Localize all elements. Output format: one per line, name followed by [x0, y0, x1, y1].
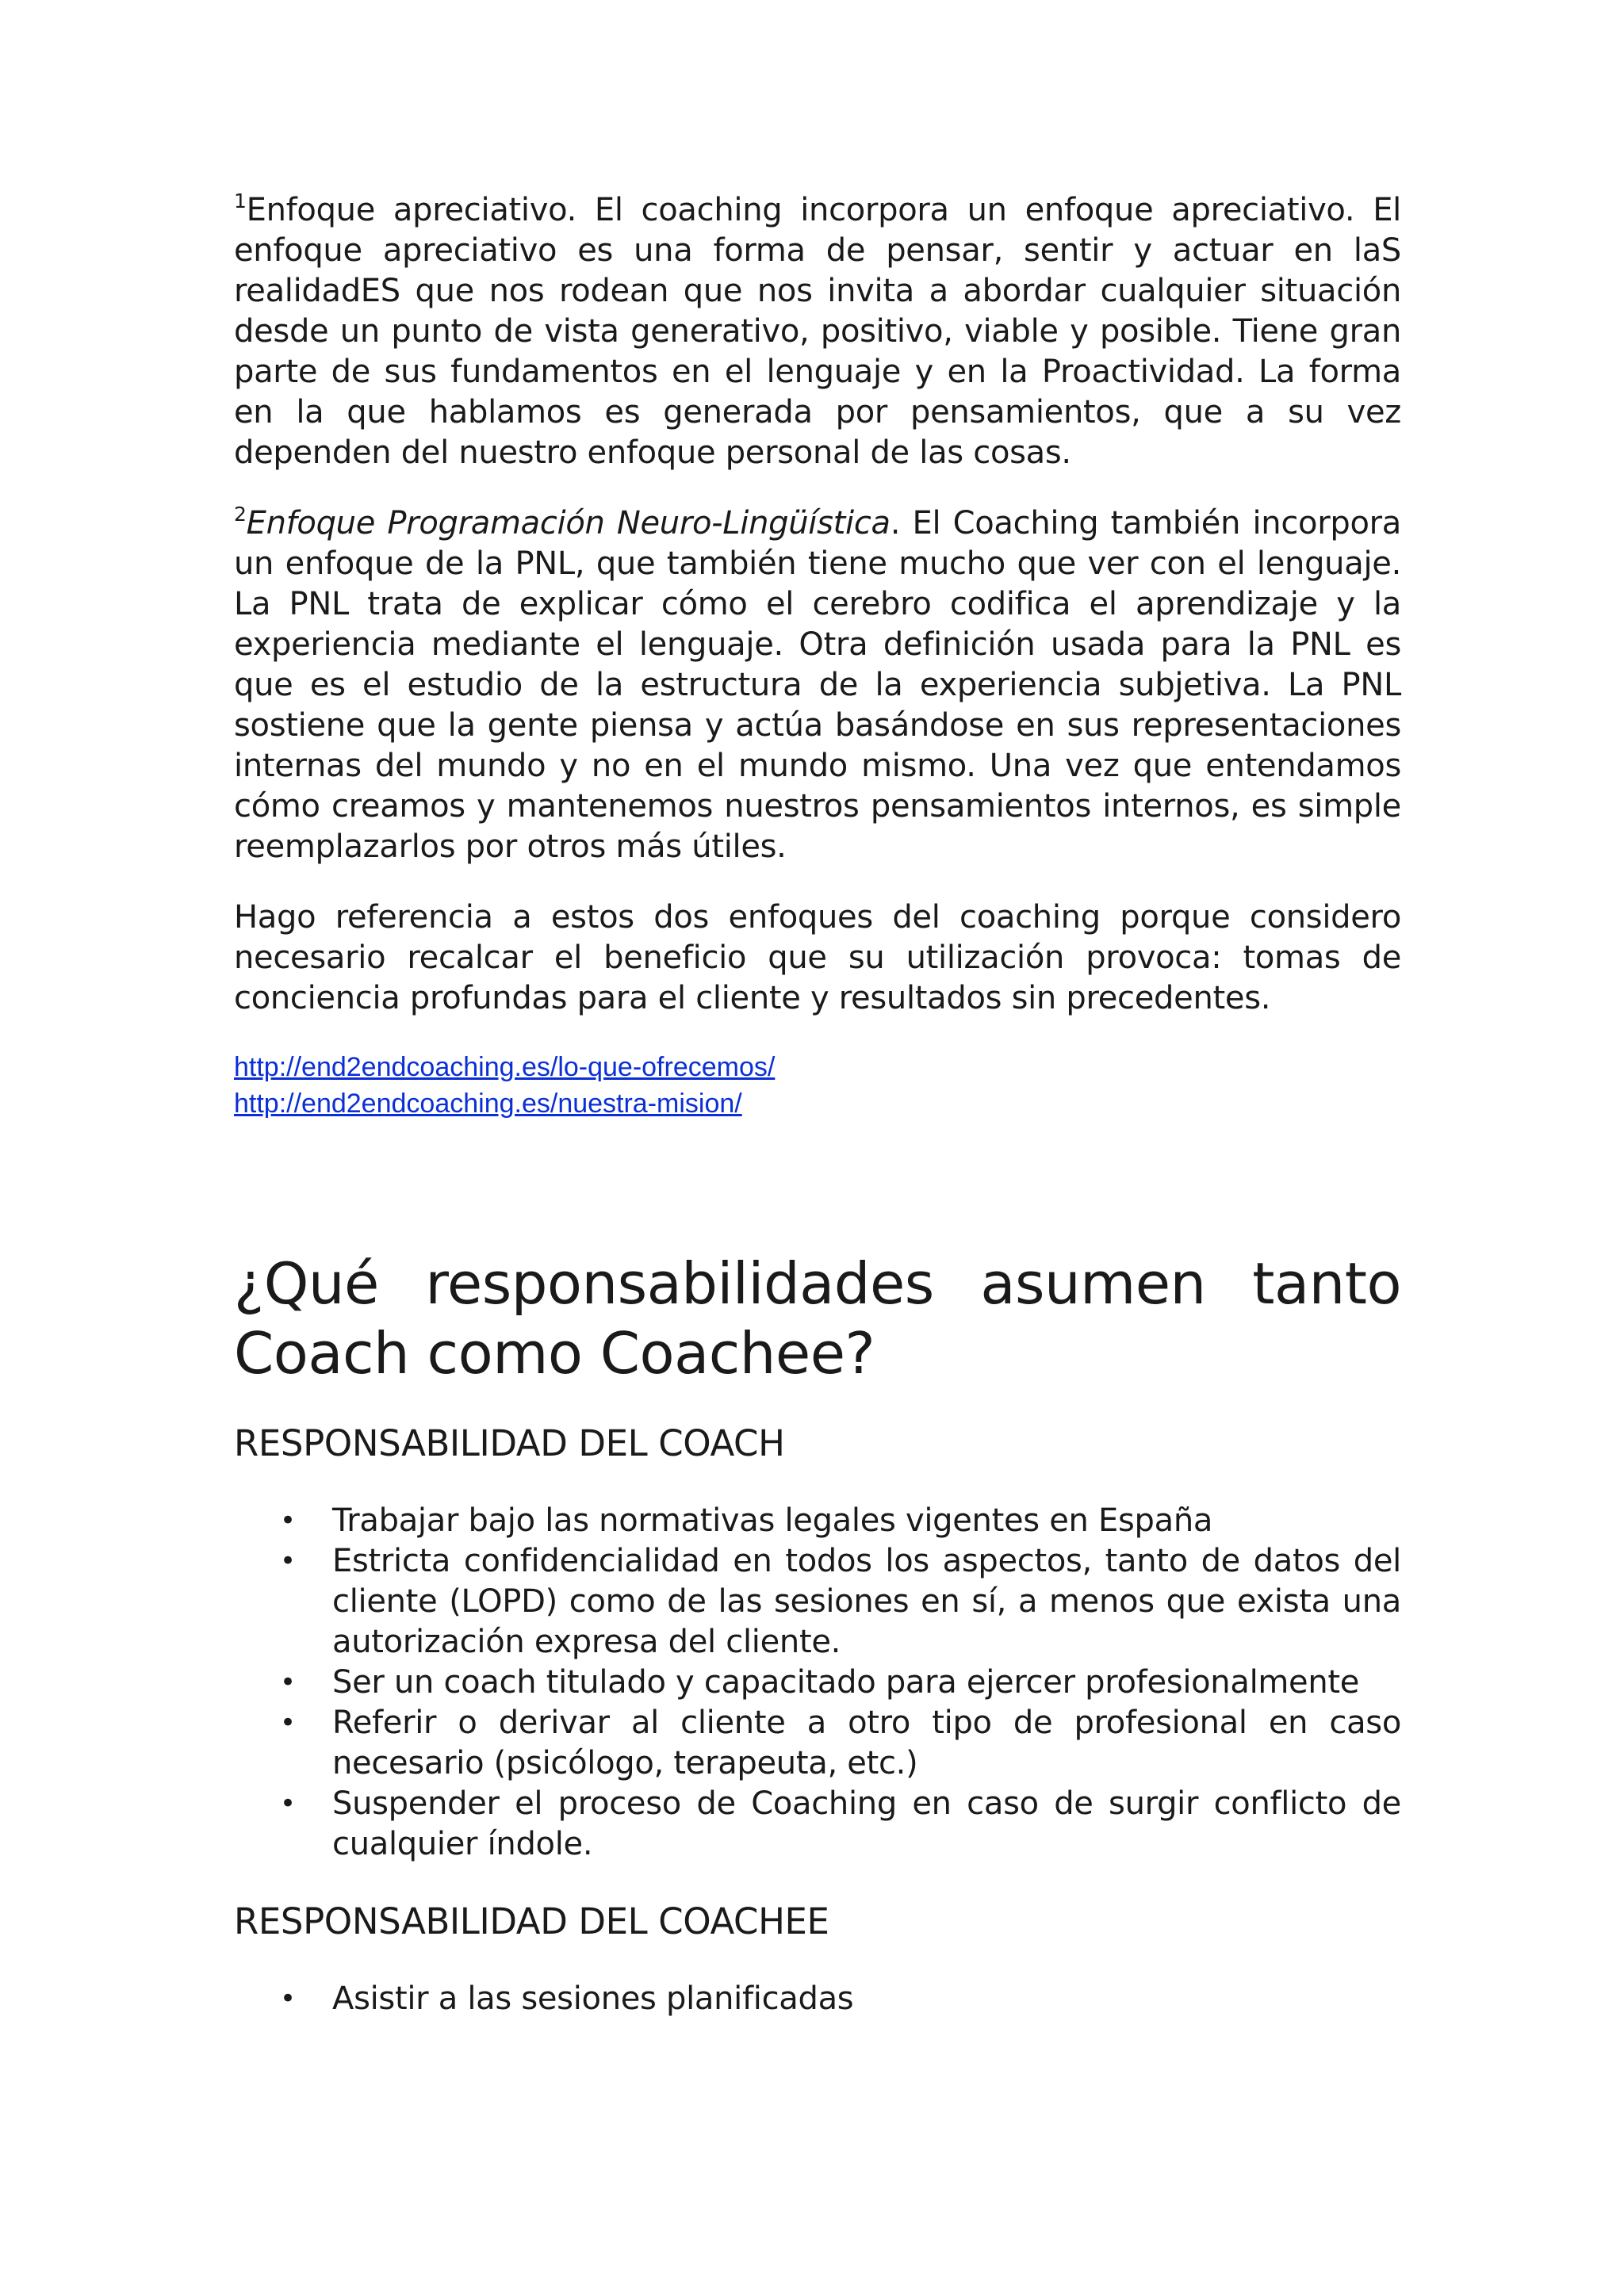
- list-item: • Referir o derivar al cliente a otro tipo de profesional en caso necesario (psicólogo, terapeuta, etc.): [332, 1703, 1401, 1784]
- paragraph-text: Enfoque apreciativo. El coaching incorpora un enfoque apreciativo. El enfoque apreciativo es una forma de pensar, sentir y actuar en laS realidadES que nos rodean que nos invita a abordar cualquier situación desde un punto de vista generativo, positivo, viable y posible. Tiene gran parte de sus fundamentos en el lenguaje y en la Proactividad. La forma en la que hablamos es generada por pensamientos, que a su vez dependen del nuestro enfoque personal de las cosas.: [234, 192, 1401, 471]
- coachee-responsibility-title: RESPONSABILIDAD DEL COACHEE: [234, 1900, 829, 1942]
- reference-links: [234, 1049, 1401, 1122]
- paragraph-text: . El Coaching también incorpora un enfoque de la PNL, que también tiene mucho que ver con el lenguaje. La PNL trata de explicar cómo el cerebro codifica el aprendizaje y la experiencia mediante el lenguaje. Otra definición usada para la PNL es que es el estudio de la estructura de la experiencia subjetiva. La PNL sostiene que la gente piensa y actúa basándose en sus representaciones internas del mundo y no en el mundo mismo. Una vez que entendamos cómo creamos y mantenemos nuestros pensamientos internos, es simple reemplazarlos por otros más útiles.: [234, 505, 1401, 865]
- paragraph-italic-lead: Enfoque Programación Neuro-Lingüística: [246, 505, 891, 541]
- footnote-marker: 2: [234, 503, 247, 526]
- list-item: • Asistir a las sesiones planificadas: [332, 1979, 1401, 2019]
- link-nuestra-mision[interactable]: http://end2endcoaching.es/nuestra-mision/: [234, 1089, 742, 1119]
- paragraph-text: Hago referencia a estos dos enfoques del coaching porque considero necesario recalcar el beneficio que su utilización provoca: tomas de conciencia profundas para el cliente y resultados sin precedentes.: [234, 899, 1401, 1016]
- paragraph-enfoque-apreciativo: [234, 190, 1401, 473]
- list-item: • Suspender el proceso de Coaching en caso de surgir conflicto de cualquier índole.: [332, 1784, 1401, 1865]
- link-lo-que-ofrecemos[interactable]: http://end2endcoaching.es/lo-que-ofrecemos/: [234, 1052, 776, 1082]
- coachee-responsibility-list: [234, 1979, 1401, 2019]
- list-item: • Ser un coach titulado y capacitado para ejercer profesionalmente: [332, 1663, 1401, 1703]
- document-page: [234, 190, 1401, 2019]
- coach-responsibility-title: RESPONSABILIDAD DEL COACH: [234, 1422, 785, 1464]
- paragraph-enfoque-pnl: [234, 503, 1401, 867]
- coach-responsibility-list: [234, 1501, 1401, 1865]
- footnote-marker: 1: [234, 189, 247, 212]
- paragraph-referencia: [234, 897, 1401, 1019]
- list-item: • Estricta confidencialidad en todos los aspectos, tanto de datos del cliente (LOPD) como de las sesiones en sí, a menos que exista una autorización expresa del cliente.: [332, 1541, 1401, 1663]
- section-heading: ¿Qué responsabilidades asumen tanto Coach como Coachee?: [234, 1250, 1401, 1387]
- list-item: • Trabajar bajo las normativas legales vigentes en España: [332, 1501, 1401, 1541]
